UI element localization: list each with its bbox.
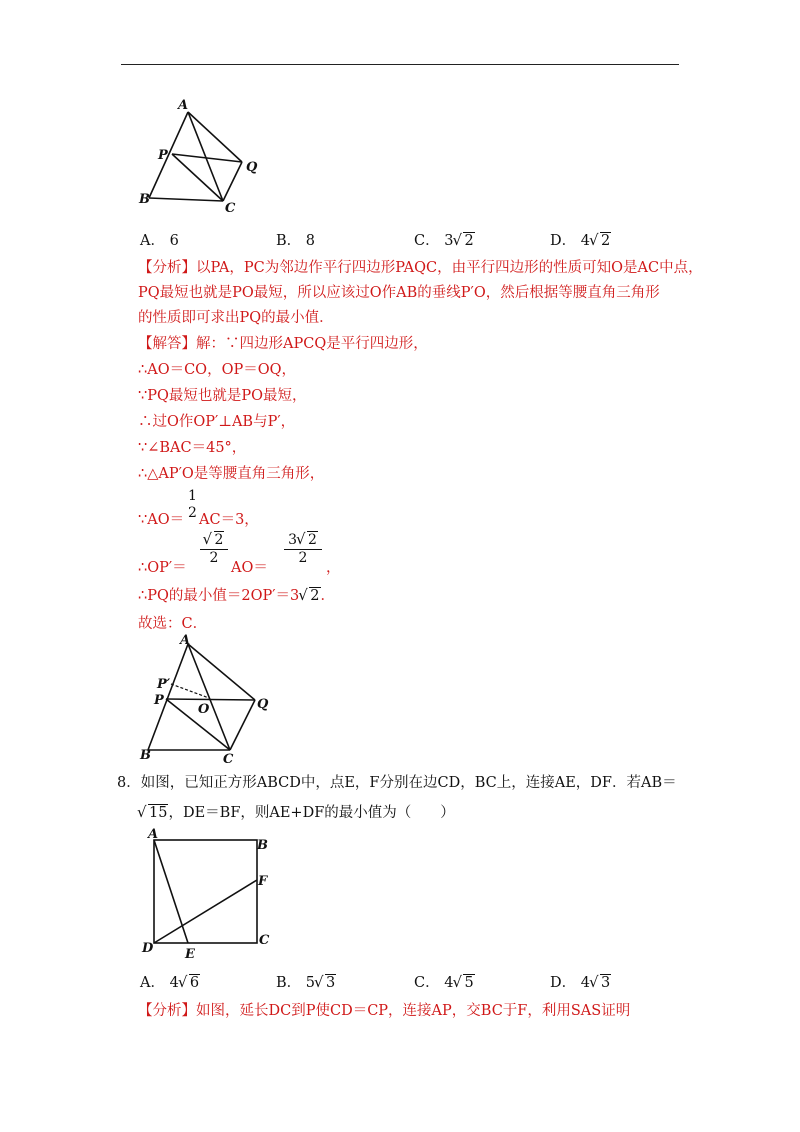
radicand: 2 (464, 233, 474, 249)
q7-solution-line-2: ∴AO＝CO，OP＝OQ， (138, 362, 296, 378)
q7-solution-line-5: ∵∠BAC＝45°， (138, 440, 247, 456)
sqrt-symbol (315, 975, 336, 991)
fraction-sqrt2-over-2 (200, 532, 228, 566)
option-letter: B． (276, 233, 302, 249)
radicand: 2 (310, 588, 320, 604)
radicand: 2 (600, 233, 611, 249)
fig2-label-q: Q (257, 697, 269, 712)
fig3-label-c: C (259, 933, 270, 948)
q7-pq-line (138, 584, 335, 605)
op-suffix: ， (326, 560, 341, 576)
option-coef: 4 (580, 233, 590, 249)
sqrt-symbol (453, 233, 474, 249)
header-rule (121, 64, 679, 65)
option-coef: 3 (444, 233, 454, 249)
q8-analysis-line (138, 999, 630, 1020)
fig2-label-p-prime: P′ (157, 677, 171, 692)
fraction-3sqrt2-over-2 (284, 532, 322, 566)
q7-option-c (414, 229, 475, 250)
q7-solution-line-3: ∵PQ最短也就是PO最短， (138, 388, 307, 404)
option-letter: D． (550, 233, 577, 249)
q7-option-b (276, 229, 315, 250)
option-coef: 4 (444, 975, 454, 991)
fig1-label-a: A (178, 98, 189, 113)
solution-tag: 【解答】 (138, 336, 196, 352)
radicand: 2 (308, 532, 317, 548)
fraction-denominator: 2 (188, 505, 197, 521)
sqrt-symbol (590, 233, 611, 249)
fig2-label-a: A (180, 633, 191, 648)
sqrt-symbol (204, 532, 225, 548)
q7-solution-line-4: ∴过O作OP′⊥AB与P′， (138, 414, 296, 430)
q7-solution-line-1 (138, 332, 428, 353)
fraction-half (188, 488, 197, 522)
analysis-text: 以PA，PC为邻边作平行四边形PAQC，由平行四边形的性质可知O是AC中点， (196, 260, 703, 276)
solution-text: 解：∵四边形APCQ是平行四边形， (196, 336, 428, 352)
analysis-text: 如图，延长DC到P使CD＝CP，连接AP，交BC于F，利用SAS证明 (196, 1003, 631, 1019)
option-coef: 4 (580, 975, 590, 991)
op-middle: AO＝ (231, 560, 268, 576)
fig2-label-p: P (154, 693, 164, 708)
option-letter: A． (140, 233, 165, 249)
fig3-label-f: F (258, 874, 268, 889)
q8-option-c (414, 971, 475, 992)
op-prefix: ∴OP′＝ (138, 560, 187, 576)
q7-solution-line-6: ∴△AP′O是等腰直角三角形， (138, 466, 325, 482)
pq-suffix: ． (320, 588, 335, 604)
sqrt-symbol (179, 975, 200, 991)
analysis-tag: 【分析】 (138, 1003, 196, 1019)
q7-analysis-line-3: 的性质即可求出PQ的最小值． (138, 310, 334, 326)
fraction-coef: 3 (288, 532, 297, 548)
option-coef: 5 (305, 975, 315, 991)
sqrt-symbol (590, 975, 611, 991)
option-letter: C． (414, 233, 440, 249)
analysis-tag: 【分析】 (138, 260, 196, 276)
figure-quadrilateral-apqc (130, 95, 270, 220)
q8-stem-line-2 (138, 801, 455, 822)
q7-option-a (140, 229, 179, 250)
fraction-denominator: 2 (284, 549, 322, 566)
q7-option-d (550, 229, 611, 250)
q7-answer: 故选：C． (138, 616, 208, 632)
ao-prefix: ∵AO＝ (138, 512, 185, 528)
radicand: 6 (189, 975, 200, 991)
fig1-label-b: B (139, 192, 150, 207)
fraction-numerator: 1 (188, 488, 197, 504)
option-letter: A． (140, 975, 165, 991)
fig3-label-e: E (185, 947, 195, 962)
fig2-label-c: C (223, 752, 234, 767)
q8-stem-line-1 (117, 771, 677, 792)
q8-option-d (550, 971, 611, 992)
option-coef: 4 (169, 975, 179, 991)
radicand: 5 (464, 975, 474, 991)
sqrt-symbol (297, 532, 318, 548)
radicand: 3 (326, 975, 336, 991)
q7-analysis-line-2: PQ最短也就是PO最短，所以应该过O作AB的垂线P′O，然后根据等腰直角三角形 (138, 285, 660, 301)
radicand: 15 (149, 805, 168, 821)
question-number: 8． (117, 775, 141, 791)
fig1-label-q: Q (246, 160, 258, 175)
fig1-label-c: C (225, 201, 236, 216)
pq-prefix: ∴PQ的最小值＝2OP′＝3 (138, 588, 300, 604)
fig3-label-a: A (148, 827, 159, 842)
option-value: 8 (305, 233, 315, 249)
figure-square-abcd (140, 826, 280, 966)
stem-text: 如图，已知正方形ABCD中，点E，F分别在边CD，BC上，连接AE，DF．若AB＝ (140, 775, 677, 791)
q7-analysis-line-1 (138, 256, 703, 277)
sqrt-symbol (299, 588, 320, 604)
figure-solution-quadrilateral (135, 632, 275, 767)
ao-suffix: AC＝3， (199, 512, 259, 528)
fraction-denominator: 2 (200, 549, 228, 566)
option-letter: B． (276, 975, 302, 991)
option-value: 6 (169, 233, 179, 249)
q8-option-b (276, 971, 336, 992)
stem-text: ，DE＝BF，则AE+DF的最小值为（ ） (168, 805, 455, 821)
option-letter: C． (414, 975, 440, 991)
sqrt-symbol (453, 975, 474, 991)
fig2-label-o: O (198, 702, 210, 717)
fig2-label-b: B (140, 748, 151, 763)
sqrt-symbol (138, 805, 168, 821)
fig3-label-b: B (257, 838, 268, 853)
radicand: 2 (214, 532, 224, 548)
fig3-label-d: D (142, 941, 154, 956)
fig1-label-p: P (158, 148, 168, 163)
option-letter: D． (550, 975, 577, 991)
radicand: 3 (600, 975, 611, 991)
q8-option-a (140, 971, 200, 992)
